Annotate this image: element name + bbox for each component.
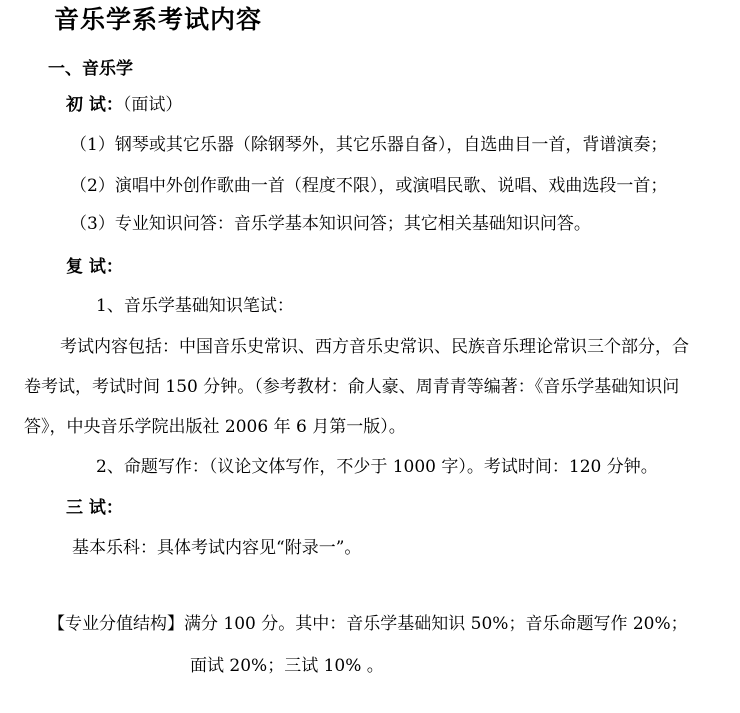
second-exam-part1-heading: 1、音乐学基础知识笔试： bbox=[96, 296, 294, 316]
second-exam-part2: 2、命题写作：（议论文体写作，不少于 1000 字）。考试时间：120 分钟。 bbox=[96, 457, 658, 477]
preliminary-item-1: （1）钢琴或其它乐器（除钢琴外，其它乐器自备），自选曲目一首，背谱演奏； bbox=[70, 135, 668, 155]
section-heading-musicology: 一、音乐学 bbox=[48, 59, 133, 79]
second-exam-part1-line-3: 答》，中央音乐学院出版社 2006 年 6 月第一版）。 bbox=[24, 417, 406, 437]
preliminary-item-2: （2）演唱中外创作歌曲一首（程度不限），或演唱民歌、说唱、戏曲选段一首； bbox=[70, 176, 668, 196]
page-title: 音乐学系考试内容 bbox=[54, 5, 263, 34]
preliminary-exam-row bbox=[66, 94, 182, 116]
score-structure-line-1: 【专业分值结构】满分 100 分。其中：音乐学基础知识 50%；音乐命题写作 20%； bbox=[48, 614, 688, 634]
second-exam-part1-line-1: 考试内容包括：中国音乐史常识、西方音乐史常识、民族音乐理论常识三个部分，合 bbox=[60, 337, 689, 357]
third-exam-label: 三 试： bbox=[66, 498, 123, 518]
second-exam-part1-line-2: 卷考试，考试时间 150 分钟。（参考教材：俞人豪、周青青等编著：《音乐学基础知识问 bbox=[24, 377, 680, 397]
score-structure-line-2: 面试 20%；三试 10% 。 bbox=[190, 656, 384, 676]
second-exam-label: 复 试： bbox=[66, 257, 123, 277]
preliminary-exam-label: 初 试： bbox=[66, 95, 123, 115]
preliminary-exam-note: （面试） bbox=[122, 95, 183, 115]
preliminary-item-3: （3）专业知识问答：音乐学基本知识问答；其它相关基础知识问答。 bbox=[70, 214, 591, 234]
third-exam-text: 基本乐科：具体考试内容见“附录一”。 bbox=[72, 538, 362, 558]
